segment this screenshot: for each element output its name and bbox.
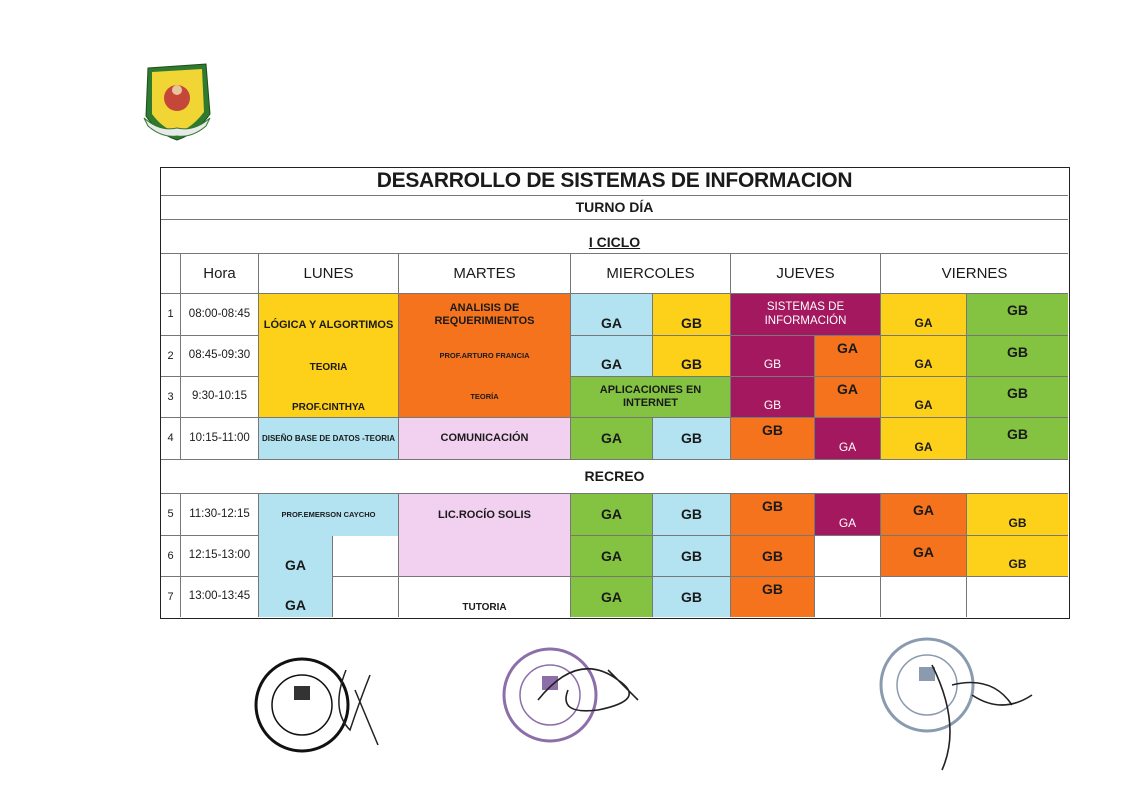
jueves-ga: GA bbox=[815, 336, 881, 377]
director-seal bbox=[872, 635, 1052, 775]
viernes-gb: GB bbox=[967, 536, 1068, 577]
shift-label: TURNO DÍA bbox=[161, 196, 1068, 220]
row-time: 12:15-13:00 bbox=[181, 536, 259, 577]
lunes-diseno: DISEÑO BASE DE DATOS -TEORIA bbox=[259, 418, 399, 460]
academic-head-seal bbox=[498, 640, 668, 750]
subject-line: APLICACIONES EN bbox=[599, 384, 702, 397]
institution-logo bbox=[140, 60, 214, 144]
header-martes: MARTES bbox=[399, 254, 571, 294]
viernes-empty bbox=[967, 577, 1068, 617]
header-lunes: LUNES bbox=[259, 254, 399, 294]
viernes-gb: GB bbox=[967, 494, 1068, 536]
header-viernes: VIERNES bbox=[881, 254, 1068, 294]
jueves-gb: GB bbox=[731, 536, 815, 577]
jueves-ga: GA bbox=[815, 494, 881, 536]
row-number: 5 bbox=[161, 494, 181, 536]
lunes-prof: PROF.CINTHYA bbox=[259, 377, 399, 418]
viernes-ga: GA bbox=[881, 294, 967, 336]
header-miercoles: MIERCOLES bbox=[571, 254, 731, 294]
lunes-teoria: TEORIA bbox=[259, 336, 399, 377]
miercoles-aplicaciones bbox=[571, 377, 731, 418]
row-number: 3 bbox=[161, 377, 181, 418]
miercoles-gb: GB bbox=[653, 418, 731, 460]
lunes-prof-emerson: PROF.EMERSON CAYCHO bbox=[259, 494, 399, 536]
header-hora: Hora bbox=[181, 254, 259, 294]
jueves-empty bbox=[815, 577, 881, 617]
martes-teoria: TEORÍA bbox=[399, 377, 571, 418]
row-time: 11:30-12:15 bbox=[181, 494, 259, 536]
viernes-gb: GB bbox=[967, 294, 1068, 336]
jueves-gb: GB bbox=[731, 418, 815, 460]
header-jueves: JUEVES bbox=[731, 254, 881, 294]
schedule-table bbox=[160, 167, 1070, 619]
martes-analisis bbox=[399, 294, 571, 336]
miercoles-ga: GA bbox=[571, 418, 653, 460]
recess-row: RECREO bbox=[161, 460, 1068, 494]
miercoles-gb: GB bbox=[653, 536, 731, 577]
miercoles-gb: GB bbox=[653, 336, 731, 377]
subject-line: INTERNET bbox=[623, 397, 678, 409]
martes-pink bbox=[399, 536, 571, 577]
jueves-gb: GB bbox=[731, 377, 815, 418]
martes-tutoria: TUTORIA bbox=[399, 577, 571, 617]
miercoles-ga: GA bbox=[571, 336, 653, 377]
subject-line: REQUERIMIENTOS bbox=[434, 315, 535, 327]
row-time: 9:30-10:15 bbox=[181, 377, 259, 418]
row-number: 7 bbox=[161, 577, 181, 617]
lunes-ga: GA bbox=[259, 536, 333, 577]
viernes-ga: GA bbox=[881, 418, 967, 460]
row-number: 6 bbox=[161, 536, 181, 577]
viernes-ga: GA bbox=[881, 536, 967, 577]
martes-prof: PROF.ARTURO FRANCIA bbox=[399, 336, 571, 377]
subject-line: SISTEMAS DE bbox=[766, 301, 845, 314]
subject-line: ANALISIS DE bbox=[449, 302, 520, 315]
subject-line: INFORMACIÓN bbox=[764, 314, 847, 327]
lunes-empty bbox=[333, 536, 399, 577]
viernes-ga: GA bbox=[881, 494, 967, 536]
viernes-gb: GB bbox=[967, 418, 1068, 460]
row-time: 08:45-09:30 bbox=[181, 336, 259, 377]
viernes-gb: GB bbox=[967, 336, 1068, 377]
miercoles-ga: GA bbox=[571, 577, 653, 617]
jueves-gb: GB bbox=[731, 494, 815, 536]
miercoles-gb: GB bbox=[653, 494, 731, 536]
jueves-gb: GB bbox=[731, 336, 815, 377]
lunes-logica: LÓGICA Y ALGORTIMOS bbox=[259, 294, 399, 336]
jueves-ga: GA bbox=[815, 418, 881, 460]
viernes-ga: GA bbox=[881, 336, 967, 377]
row-time: 08:00-08:45 bbox=[181, 294, 259, 336]
miercoles-ga: GA bbox=[571, 294, 653, 336]
coordinator-seal bbox=[250, 650, 390, 760]
jueves-sistemas bbox=[731, 294, 881, 336]
lunes-empty bbox=[333, 577, 399, 617]
viernes-gb: GB bbox=[967, 377, 1068, 418]
miercoles-gb: GB bbox=[653, 577, 731, 617]
row-time: 10:15-11:00 bbox=[181, 418, 259, 460]
jueves-ga: GA bbox=[815, 377, 881, 418]
miercoles-ga: GA bbox=[571, 536, 653, 577]
row-number: 4 bbox=[161, 418, 181, 460]
row-number: 1 bbox=[161, 294, 181, 336]
miercoles-ga: GA bbox=[571, 494, 653, 536]
jueves-gb: GB bbox=[731, 577, 815, 617]
lunes-ga: GA bbox=[259, 577, 333, 617]
row-number: 2 bbox=[161, 336, 181, 377]
cycle-label: I CICLO bbox=[161, 220, 1068, 254]
row-time: 13:00-13:45 bbox=[181, 577, 259, 617]
martes-comunicacion: COMUNICACIÓN bbox=[399, 418, 571, 460]
viernes-ga: GA bbox=[881, 377, 967, 418]
martes-lic: LIC.ROCÍO SOLIS bbox=[399, 494, 571, 536]
page-title: DESARROLLO DE SISTEMAS DE INFORMACION bbox=[161, 168, 1068, 196]
jueves-empty bbox=[815, 536, 881, 577]
header-num-cell bbox=[161, 254, 181, 294]
miercoles-gb: GB bbox=[653, 294, 731, 336]
viernes-empty bbox=[881, 577, 967, 617]
